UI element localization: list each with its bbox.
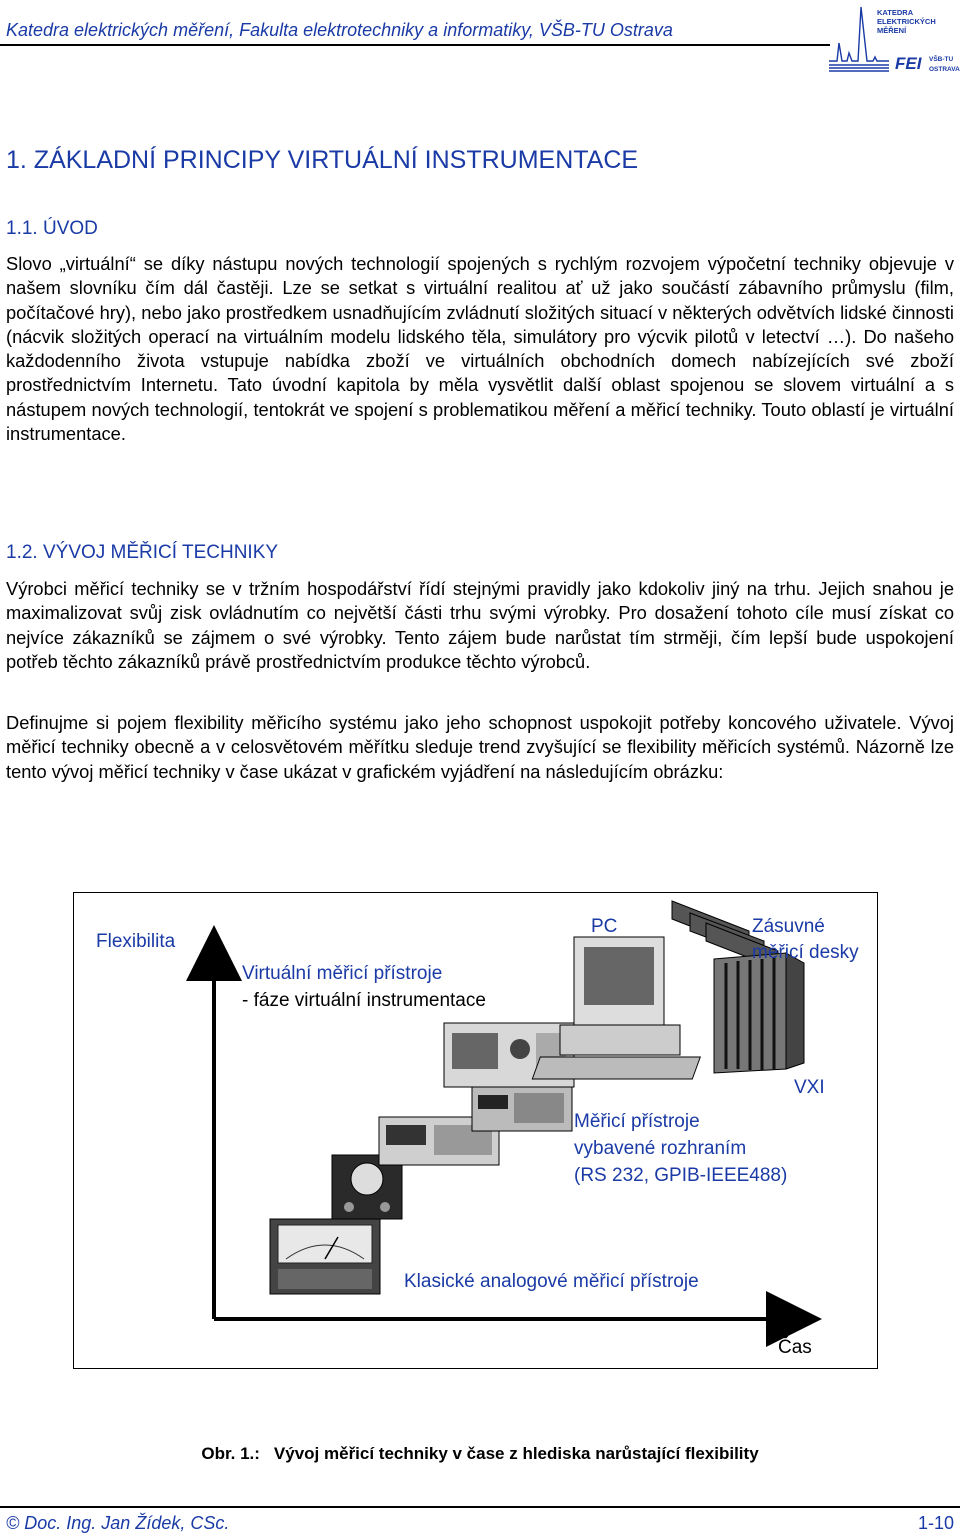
logo-sub-1: VŠB-TU — [929, 56, 954, 63]
x-axis-label: Čas — [778, 1337, 812, 1358]
development-paragraph-2 — [6, 711, 954, 784]
page-number: 1-10 — [917, 1513, 954, 1533]
cards-label-line-1: Zásuvné — [752, 916, 825, 937]
vxi-image — [714, 953, 804, 1073]
footer-author: © Doc. Ing. Jan Žídek, CSc. — [6, 1513, 230, 1533]
logo-line-1: KATEDRA — [877, 8, 914, 17]
development-text-2: Definujme si pojem flexibility měřicího systému jako jeho schopnost uspokojit potřeby koncového uživatele. Vývoj měřicí techniky obecně a v celosvětovém měřítku sleduje trend zvyšující se flexibility měřicích systémů. Názorně lze tento vývoj měřicí techniky v čase ukázat v grafickém vyjádření na následujícím obrázku: — [6, 712, 954, 782]
analog-meter-image — [270, 1219, 380, 1294]
virtual-label-line-2: - fáze virtuální instrumentace — [242, 990, 486, 1011]
interface-label-line-1: Měřicí přístroje — [574, 1111, 700, 1132]
department-logo — [825, 3, 960, 77]
cards-label-line-2: měřicí desky — [752, 942, 859, 963]
logo-fei: FEI — [895, 54, 922, 73]
logo-line-2: ELEKTRICKÝCH — [877, 17, 936, 26]
figure-caption — [0, 1444, 960, 1464]
header-text: Katedra elektrických měření, Fakulta elektrotechniky a informatiky, VŠB-TU Ostrava — [6, 20, 673, 40]
analog-label: Klasické analogové měřicí přístroje — [404, 1271, 699, 1292]
development-text-1: Výrobci měřicí techniky se v tržním hospodářství řídí stejnými pravidly jako kdokoliv jiný na trhu. Jejich snahou je maximalizovat svůj zisk ovládnutím co největší části trhu svými výrobky. Pro dosažení tohoto cíle musí získat co nejvíce zákazníků se zájmem o své výrobky. Tento zájem bude narůstat tím strměji, čím lepší bude uspokojení potřeb těchto zákazníků právě prostřednictvím produkce těchto výrobců. — [6, 578, 954, 672]
section-title-intro: 1.1. ÚVOD — [6, 218, 98, 239]
logo-line-3: MĚŘENÍ — [877, 26, 907, 35]
section-title-development: 1.2. VÝVOJ MĚŘICÍ TECHNIKY — [6, 542, 279, 563]
interface-label-line-2: vybavené rozhraním — [574, 1138, 747, 1159]
intro-paragraph — [6, 252, 954, 446]
header-rule — [0, 44, 830, 46]
pc-label: PC — [591, 916, 618, 937]
pc-image — [532, 937, 700, 1079]
footer-rule — [0, 1506, 960, 1508]
caption-text: Vývoj měřicí techniky v čase z hlediska narůstající flexibility — [273, 1444, 759, 1463]
evolution-figure — [73, 892, 878, 1369]
interface-label-line-3: (RS 232, GPIB-IEEE488) — [574, 1165, 788, 1186]
vxi-label: VXI — [794, 1077, 825, 1098]
virtual-label-line-1: Virtuální měřicí přístroje — [242, 963, 443, 984]
caption-number: Obr. 1.: — [201, 1444, 260, 1463]
logo-sub-2: OSTRAVA — [929, 66, 960, 73]
intro-text: Slovo „virtuální“ se díky nástupu nových technologií spojených s rychlým rozvojem výpočetní techniky objevuje v našem slovníku čím dál častěji. Lze se setkat s virtuální realitou ať už jako součástí zábavního průmyslu (film, počítačové hry), nebo jako prostředkem usnadňujícím zvládnutí složitých situací v některých odvětvích lidské činnosti (nácvik složitých operací na virtuálním modelu lidského těla, simulátory pro výcvik pilotů v letectví …). Do našeho každodenního života vstupuje nabídka zboží ve virtuálních obchodních domech nabízejících své zboží prostřednictvím Internetu. Tato úvodní kapitola by měla vysvětlit další oblast spojenou se slovem virtuální a s nástupem nových technologií, tentokrát ve spojení s problematikou měření a měřicí techniky. Touto oblastí je virtuální instrumentace. — [6, 253, 954, 445]
y-axis-label: Flexibilita — [96, 931, 176, 952]
development-paragraph-1 — [6, 577, 954, 674]
chapter-title: 1. ZÁKLADNÍ PRINCIPY VIRTUÁLNÍ INSTRUMENTACE — [6, 146, 639, 174]
page-header — [0, 0, 960, 80]
interface-instruments-image — [379, 1023, 574, 1165]
